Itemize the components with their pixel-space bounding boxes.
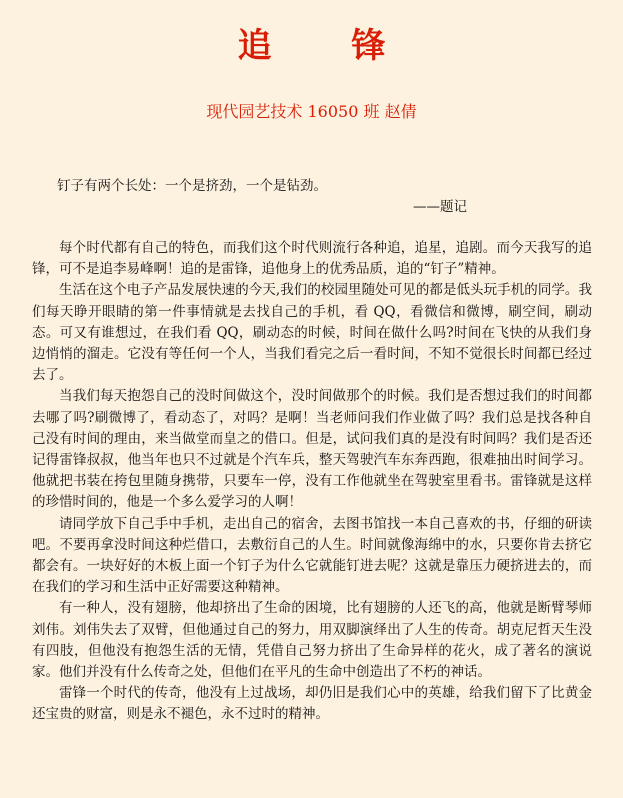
page-title: 追 锋: [237, 26, 420, 66]
essay-body: [32, 238, 592, 726]
paragraph: 有一种人，没有翅膀，他却挤出了生命的困境，比有翅膀的人还飞的高，他就是断臂琴师刘伟。刘伟失去了双臂，但他通过自己的努力，用双脚演绎出了人生的传奇。胡克尼哲天生没有四肢，但他没有抱怨生活的无情，凭借自己努力挤出了生命异样的花火，成了著名的演说家。他们并没有什么传奇之处，但他们在平凡的生命中创造出了不朽的神话。: [32, 600, 592, 681]
paragraph: 生活在这个电子产品发展快速的今天,我们的校园里随处可见的都是低头玩手机的同学。我们每天睁开眼睛的第一件事情就是去找自己的手机，看 QQ，看微信和微博，刷空间，刷动态。可又有谁想过，在我们看 QQ，刷动态的时候，时间在做什么吗?时间在飞快的从我们身边悄悄的溜走。它没有等任何一个人，当我们看完之后一看时间，不知不觉很长时间都已经过去了。: [32, 282, 592, 384]
paragraph: 雷锋一个时代的传奇，他没有上过战场，却仍旧是我们心中的英雄，给我们留下了比黄金还宝贵的财富，则是永不褪色，永不过时的精神。: [32, 685, 592, 723]
author-byline: 现代园艺技术 16050 班 赵倩: [206, 102, 417, 121]
paragraph: 当我们每天抱怨自己的没时间做这个，没时间做那个的时候。我们是否想过我们的时间都去哪了吗?刷微博了，看动态了，对吗？是啊！当老师问我们作业做了吗？我们总是找各种自己没有时间的理由，来当做堂而皇之的借口。但是，试问我们真的是没有时间吗？我们是否还记得雷锋叔叔，他当年也只不过就是个汽车兵，整天驾驶汽车东奔西跑，很难抽出时间学习。他就把书装在挎包里随身携带，只要车一停，没有工作他就坐在驾驶室里看书。雷锋就是这样的珍惜时间的，他是一个多么爱学习的人啊！: [32, 388, 592, 511]
paragraph: 请同学放下自己手中手机，走出自己的宿舍，去图书馆找一本自己喜欢的书，仔细的研读吧。不要再拿没时间这种烂借口，去敷衍自己的人生。时间就像海绵中的水，只要你肯去挤它都会有。一块好好的木板上面一个钉子为什么它就能钉进去呢？这就是靠压力硬挤进去的，而在我们的学习和生活中正好需要这种精神。: [32, 515, 592, 596]
epigraph-attribution: ——题记: [413, 199, 467, 215]
epigraph-quote: 钉子有两个长处：一个是挤劲，一个是钻劲。: [57, 178, 327, 194]
epigraph: [57, 176, 597, 218]
paragraph: 每个时代都有自己的特色，而我们这个时代则流行各种追，追星，追剧。而今天我写的追锋，可不是追李易峰啊！追的是雷锋，追他身上的优秀品质，追的“钉子”精神。: [32, 240, 592, 278]
